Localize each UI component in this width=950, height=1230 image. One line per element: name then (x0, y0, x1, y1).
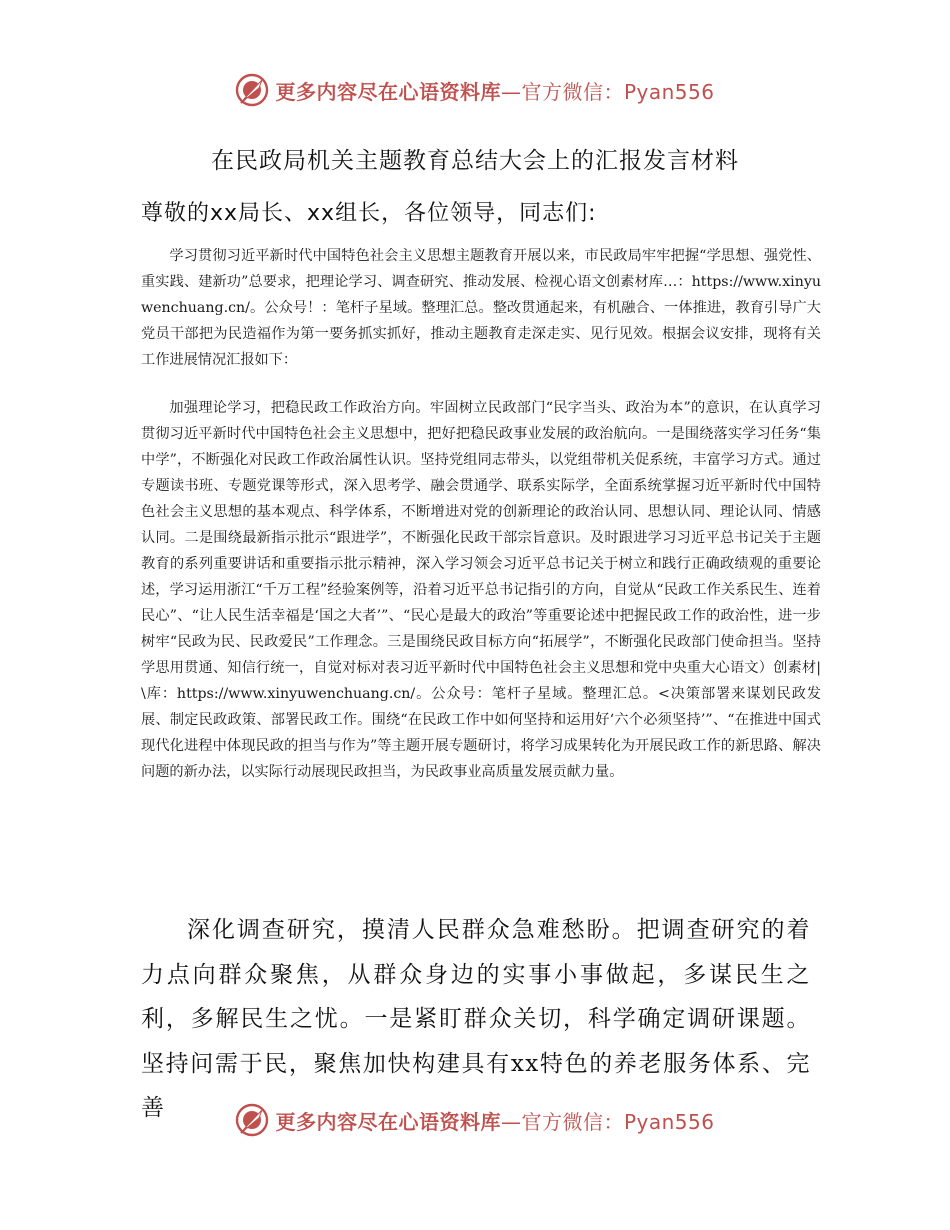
header-banner (0, 68, 950, 112)
footer-banner (0, 1098, 950, 1142)
quill-pen-circle-icon (235, 73, 269, 107)
paragraph-theory-study: 加强理论学习，把稳民政工作政治方向。牢固树立民政部门“民字当头、政治为本”的意识，在认真学习贯彻习近平新时代中国特色社会主义思想中，把好把稳民政事业发展的政治航向。一是围绕落实学习任务“集中学”，不断强化对民政工作政治属性认识。坚持党组同志带头，以党组带机关促系统，丰富学习方式。通过专题读书班、专题党课等形式，深入思考学、融会贯通学、联系实际学，全面系统掌握习近平新时代中国特色社会主义思想的基本观点、科学体系，不断增进对党的创新理论的政治认同、思想认同、理论认同、情感认同。二是围绕最新指示批示“跟进学”，不断强化民政干部宗旨意识。及时跟进学习习近平总书记关于主题教育的系列重要讲话和重要指示批示精神，深入学习领会习近平总书记关于树立和践行正确政绩观的重要论述，学习运用浙江“千万工程”经验案例等，沿着习近平总书记指引的方向，自觉从“民政工作关系民生、连着民心”、“让人民生活幸福是‘国之大者’”、“民心是最大的政治”等重要论述中把握民政工作的政治性，进一步树牢“民政为民、民政爱民”工作理念。三是围绕民政目标方向“拓展学”，不断强化民政部门使命担当。坚持学思用贯通、知信行统一，自觉对标对表习近平新时代中国特色社会主义思想和党中央重大心语文）创素材|\库：https://www.xinyuwenchuang.cn/。公众号：笔杆子星域。整理汇总。<决策部署来谋划民政发展、制定民政政策、部署民政工作。围绕“在民政工作中如何坚持和运用好‘六个必须坚持’”、“在推进中国式现代化进程中体现民政的担当与作为”等主题开展专题研讨，将学习成果转化为开展民政工作的新思路、解决问题的新办法，以实际行动展现民政担当，为民政事业高质量发展贡献力量。 (141, 400, 821, 780)
paragraph-intro: 学习贯彻习近平新时代中国特色社会主义思想主题教育开展以来，市民政局牢牢把握“学思想、强党性、重实践、建新功”总要求，把理论学习、调查研究、推动发展、检视心语文创素材库…：https://www.xinyuwenchuang.cn/。公众号！：笔杆子星域。整理汇总。整改贯通起来，有机融合、一体推进，教育引导广大党员干部把为民造福作为第一要务抓实抓好，推动主题教育走深走实、见行见效。根据会议安排，现将有关工作进展情况汇报如下： (141, 248, 821, 368)
banner-text: 更多内容尽在心语资料库—官方微信：Pyan556 (275, 1109, 715, 1134)
quill-pen-circle-icon (235, 1103, 269, 1137)
paragraph-research: 深化调查研究，摸清人民群众急难愁盼。把调查研究的着力点向群众聚焦，从群众身边的实事小事做起，多谋民生之利，多解民生之忧。一是紧盯群众关切，科学确定调研课题。坚持问需于民，聚焦加快构建具有xx特色的养老服务体系、完善 (141, 917, 811, 1121)
banner-text: 更多内容尽在心语资料库—官方微信：Pyan556 (275, 79, 715, 104)
document-title: 在民政局机关主题教育总结大会上的汇报发言材料 (211, 148, 739, 174)
salutation: 尊敬的xx局长、xx组长，各位领导，同志们: (141, 201, 597, 226)
